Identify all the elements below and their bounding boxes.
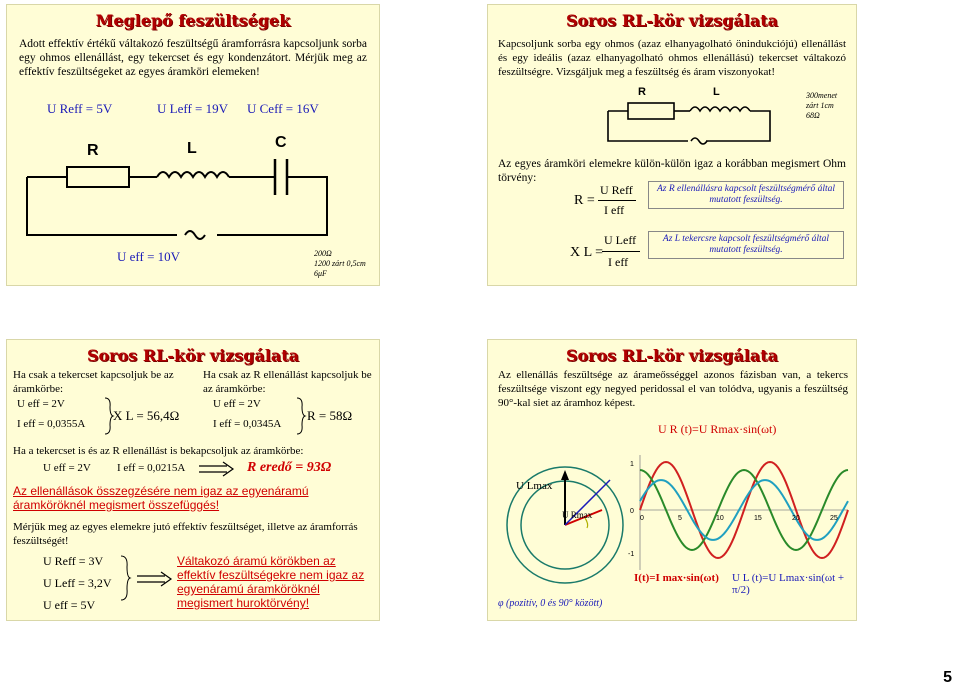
slide-surprising-voltages <box>6 4 380 286</box>
label-l: L <box>187 140 197 157</box>
urmax-label: U Rmax <box>562 510 593 520</box>
ohm-law-text: Az egyes áramköri elemekre külön-külön igaz a korábban megismert Ohm törvény: <box>498 158 846 184</box>
param-turns: 300menet <box>806 91 838 100</box>
tick-y-neg1: -1 <box>628 551 635 558</box>
slide-rl-circuit-1 <box>487 4 857 286</box>
implies-arrow-icon <box>137 572 173 586</box>
label-r: R <box>638 86 646 98</box>
xl-numerator: U Leff <box>604 233 637 247</box>
resistor-only-intro: Ha csak az R ellenállást kapcsoljuk be az áramkörbe: <box>203 369 372 395</box>
coil-u: U eff = 2V <box>17 398 65 410</box>
tick-x-0: 0 <box>640 515 644 522</box>
both-intro: Ha a tekercset is és az R ellenállást is bekapcsoljuk az áramkörbe: <box>13 445 304 457</box>
r-denominator: I eff <box>604 203 625 217</box>
both-i: I eff = 0,0215A <box>117 462 186 474</box>
tick-x-25: 25 <box>830 515 838 522</box>
intro-text: Kapcsoljunk sorba egy ohmos (azaz elhanyagolható önindukciójú) ellenállást és egy ideális (azaz elhanyagolható ohmos ellenállású) tekercset váltakozó feszültségre. Vizsgáljuk meg a feszültség és áram viszonyokat! <box>498 38 846 78</box>
label-r: R <box>87 142 99 159</box>
xl-denominator: I eff <box>608 255 629 269</box>
xl-fraction-bar <box>602 251 640 252</box>
brace-1 <box>103 396 113 436</box>
tick-x-10: 10 <box>716 515 724 522</box>
measure-text: Mérjük meg az egyes elemekre jutó effektív feszültséget, illetve az áramforrás feszültségét! <box>13 521 358 547</box>
param-core: zárt 1cm <box>806 101 834 110</box>
slide-rl-circuit-2 <box>6 339 380 621</box>
conclusion-text: Váltakozó áramú körökben az effektív feszültségekre nem igaz az egyenáramú áramköröknél megismert huroktörvény! <box>177 554 365 610</box>
resistor-symbol <box>628 103 674 119</box>
tick-y-1: 1 <box>630 461 634 468</box>
slide-title: Soros RL-kör vizsgálata <box>565 346 779 365</box>
capacitor-symbol <box>275 159 287 195</box>
u-ceff: U Ceff = 16V <box>247 101 319 116</box>
r-equation: R = <box>574 193 595 208</box>
inductor-symbol <box>157 172 229 177</box>
param-resistance: 68Ω <box>806 111 820 120</box>
xl-equation: X L = <box>570 245 604 260</box>
resistor-i: I eff = 0,0345A <box>213 418 282 430</box>
r-numerator: U Reff <box>600 183 633 197</box>
xl-note: Az L tekercsre kapcsolt feszültségmérő által mutatott feszültség. <box>648 231 844 259</box>
slide-title: Soros RL-kör vizsgálata <box>565 11 779 30</box>
label-c: C <box>275 134 287 151</box>
u-eff-source: U eff = 10V <box>117 249 181 264</box>
resistor-r: R = 58Ω <box>307 408 353 423</box>
warning-text: Az ellenállások összegzésére nem igaz az egyenáramú áramköröknél megismert összefüggés! <box>13 484 309 512</box>
resistor-symbol <box>67 167 129 187</box>
brace-2 <box>295 396 305 436</box>
param-capacitance: 6μF <box>314 269 327 278</box>
sine-wave-plot <box>626 450 852 580</box>
i-formula: I(t)=I max·sin(ωt) <box>634 572 719 584</box>
ac-source-symbol <box>185 231 205 239</box>
ulmax-label: U Lmax <box>516 480 553 492</box>
tick-x-20: 20 <box>792 515 800 522</box>
slide-title: Soros RL-kör vizsgálata <box>86 346 300 365</box>
circuit-params <box>314 249 366 279</box>
v-leff: U Leff = 3,2V <box>43 576 112 590</box>
coil-i: I eff = 0,0355A <box>17 418 86 430</box>
ul-formula: U L (t)=U Lmax·sin(ωt + π/2) <box>732 572 845 596</box>
ur-formula: U R (t)=U Rmax·sin(ωt) <box>658 422 777 436</box>
tick-x-5: 5 <box>678 515 682 522</box>
tick-x-15: 15 <box>754 515 762 522</box>
r-note: Az R ellenállásra kapcsolt feszültségmérő által mutatott feszültség. <box>648 181 844 209</box>
param-resistance: 200Ω <box>314 249 332 258</box>
rl-circuit-diagram <box>598 83 798 143</box>
both-u: U eff = 2V <box>43 462 91 474</box>
inductor-symbol <box>690 107 750 111</box>
u-leff: U Leff = 19V <box>157 101 228 116</box>
slide-rl-circuit-3 <box>487 339 857 621</box>
resistor-u: U eff = 2V <box>213 398 261 410</box>
param-coil: 1200 zárt 0,5cm <box>314 259 366 268</box>
r-fraction-bar <box>598 200 636 201</box>
phi-note: φ (pozitív, 0 és 90° között) <box>498 598 603 609</box>
tick-y-0: 0 <box>630 508 634 515</box>
page-number: 5 <box>943 669 952 686</box>
v-reff: U Reff = 3V <box>43 554 104 568</box>
slide-title: Meglepő feszültségek <box>95 11 291 30</box>
intro-text: Adott effektív értékű váltakozó feszültségű áramforrásra kapcsoljunk sorba egy ohmos ellenállást, egy tekercset és egy kondenzátort. Mérjük meg az effektív feszültségeket az egyes áramköri elemeken! <box>19 38 367 78</box>
coil-xl: X L = 56,4Ω <box>113 408 180 423</box>
brace-3 <box>119 554 131 604</box>
circuit-params <box>806 91 837 121</box>
coil-only-intro: Ha csak a tekercset kapcsoljuk be az áramkörbe: <box>13 369 174 395</box>
phase-text: Az ellenállás feszültsége az árameősséggel azonos fázisban van, a tekercs feszültsége viszont egy negyed peridossal el van tolódva, ugyanis a feszültség 90°-kal siet az áramhoz képest. <box>498 369 848 409</box>
ac-source-symbol <box>691 138 707 144</box>
both-r-result: R eredő = 93Ω <box>247 460 332 475</box>
u-reff: U Reff = 5V <box>47 101 113 116</box>
v-eff: U eff = 5V <box>43 598 96 612</box>
implies-arrow-icon <box>199 462 235 476</box>
label-l: L <box>713 86 720 98</box>
